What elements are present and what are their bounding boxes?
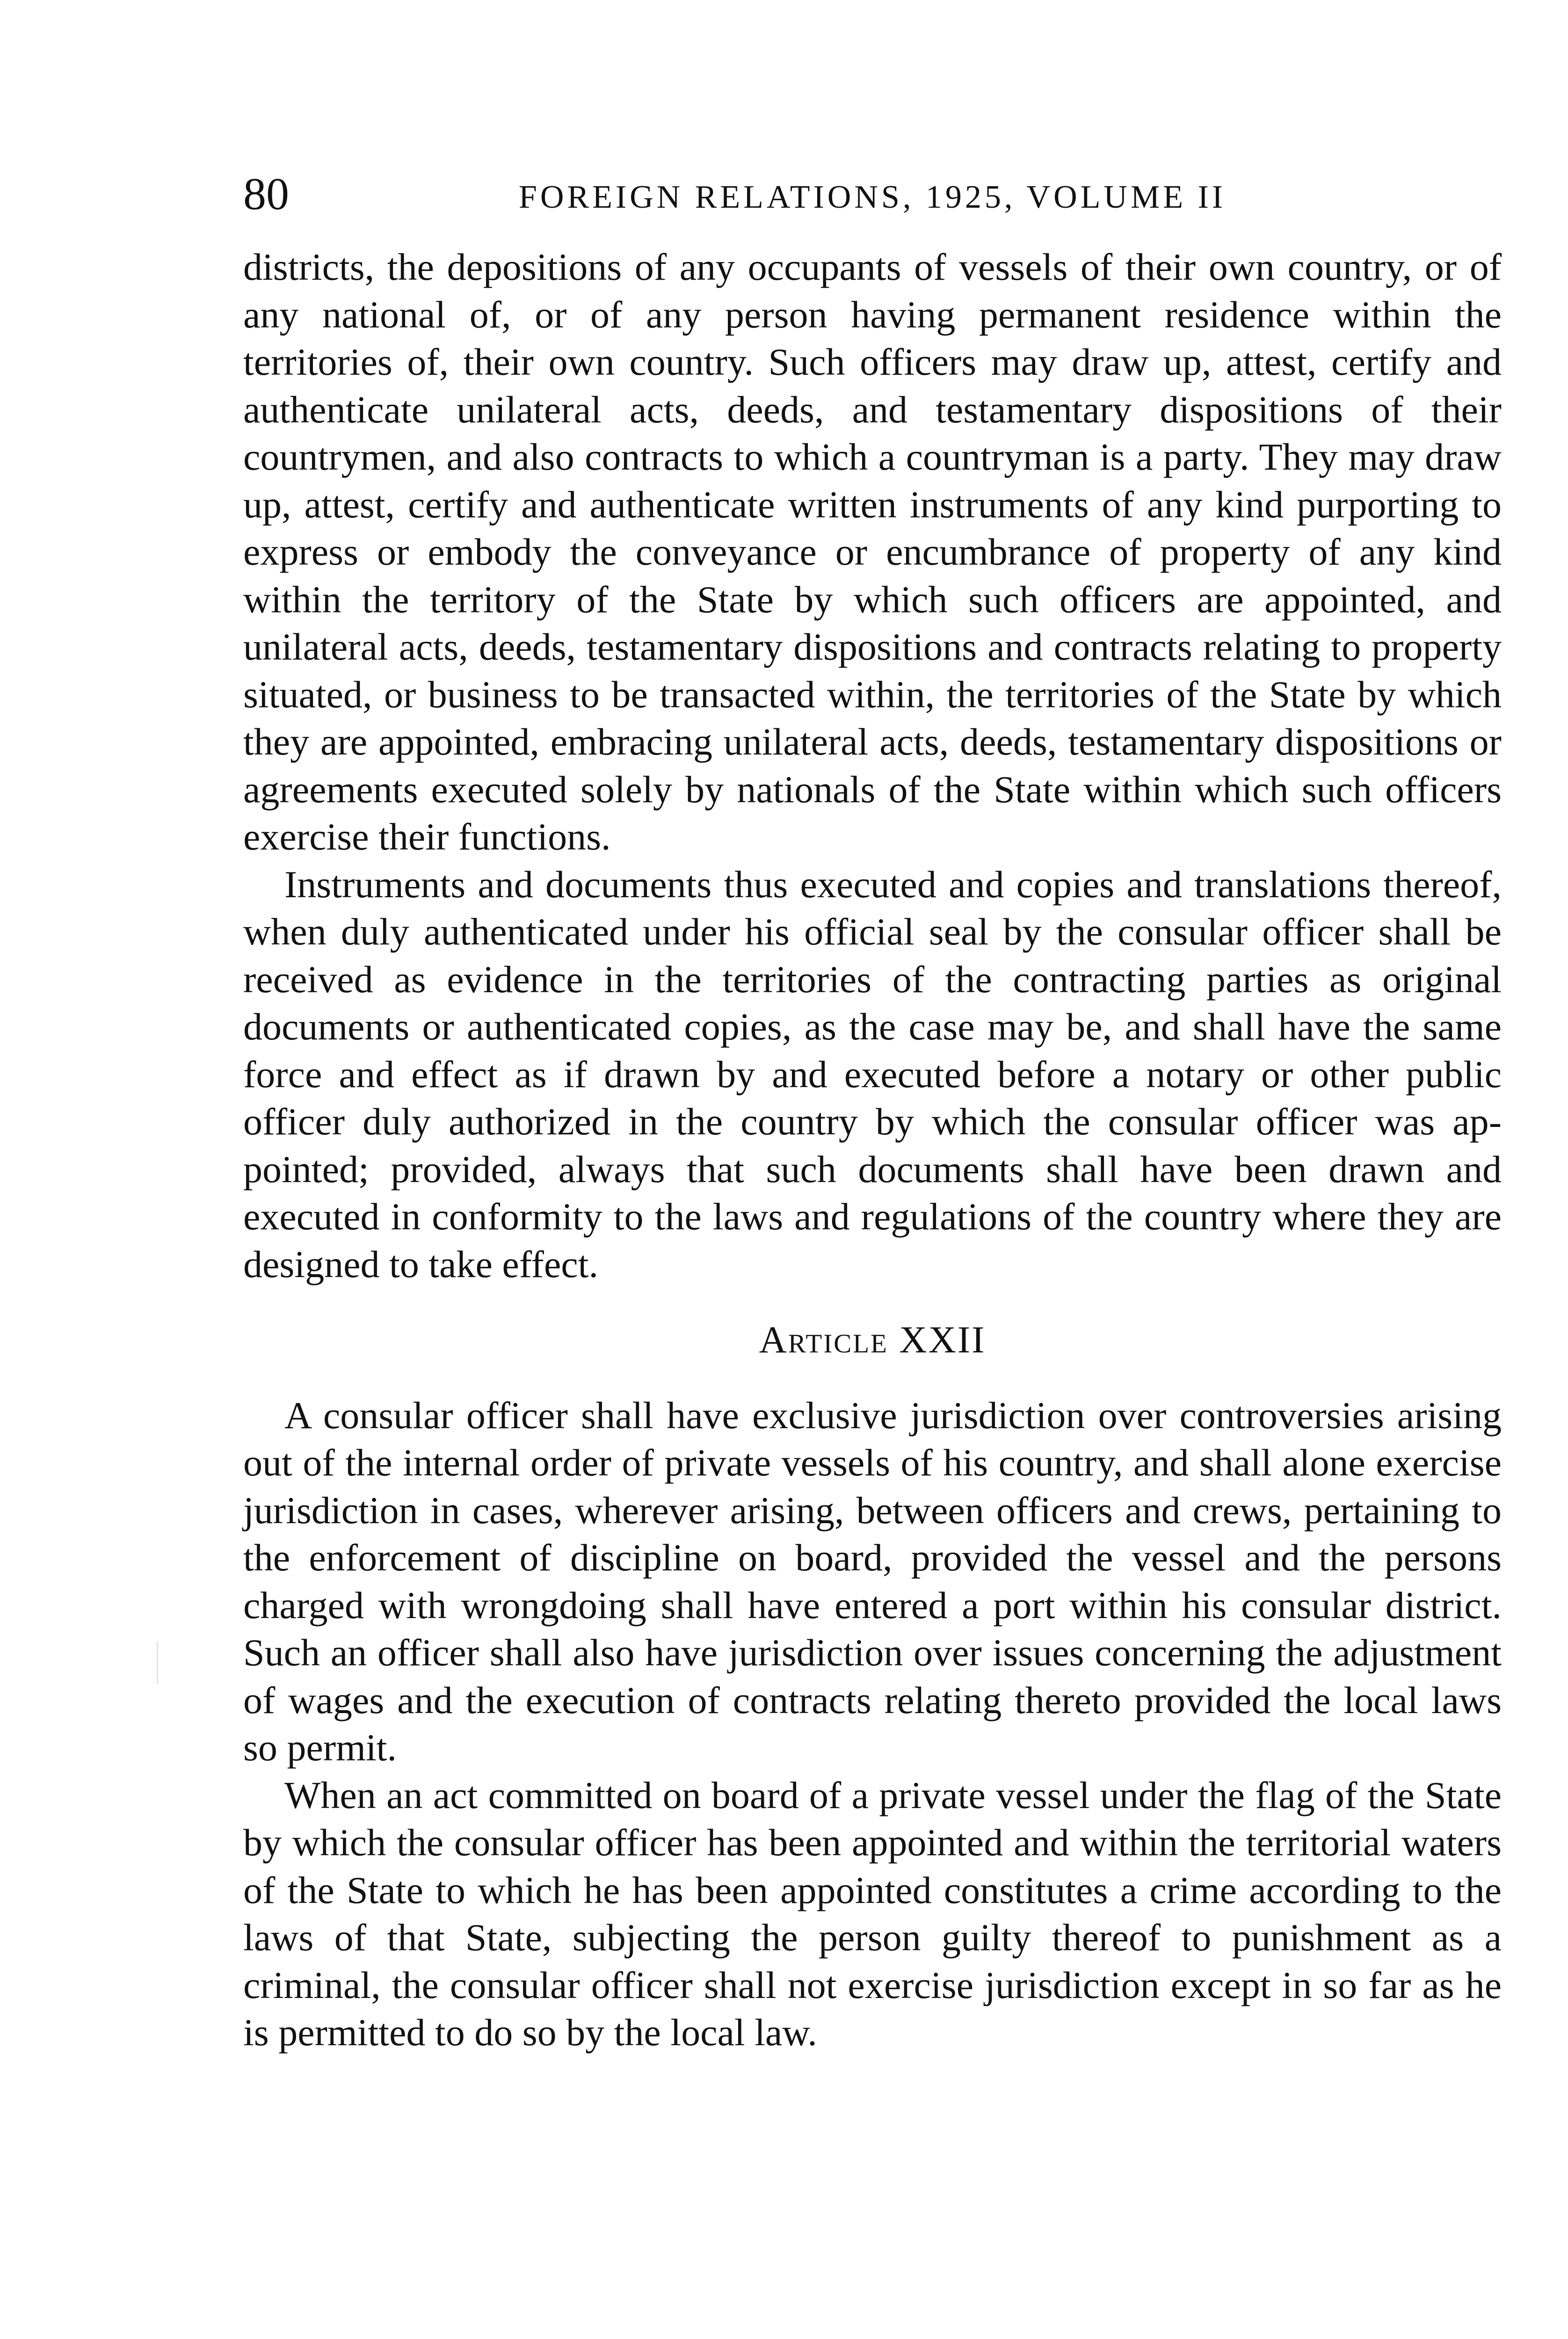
paragraph-criminal-acts: When an act committed on board of a private vessel under the flag of the State by which the consular officer has been appointed and within the territorial waters of the State to which he has been appointed constitutes a crime according to the laws of that State, subjecting the person guilty thereof to punishment as a criminal, the consular officer shall not exercise jurisdiction except in so far as he is permitted to do so by the local law.: [243, 1773, 1502, 2054]
running-title: FOREIGN RELATIONS, 1925, VOLUME II: [518, 179, 1227, 215]
paragraph-instruments: Instruments and documents thus executed and copies and translations thereof, when duly authenticated under his official seal by the consular officer shall be received as evidence in the territories of the contracting parties as original documents or authenticated copies, as the case may be, and shall have the same force and effect as if drawn by and executed before a notary or other public officer duly authorized in the country by which the consular officer was appointed; provided, always that such documents shall have been drawn and executed in conformity to the laws and regulations of the country where they are designed to take effect.: [243, 863, 1502, 1286]
page-header: [243, 168, 1502, 225]
scan-margin-mark: [157, 1642, 158, 1684]
paragraph-continuation: districts, the depositions of any occupants of vessels of their own country, or of any national of, or of any person having permanent residence within the territories of, their own country. Such officers may draw up, attest, certify and authenticate unilateral acts, deeds, and testamentary dispositions of their countrymen, and also contracts to which a countryman is a party. They may draw up, attest, certify and authenticate written instruments of any kind purporting to express or embody the conveyance or encumbrance of property of any kind within the territory of the State by which such officers are appointed, and unilateral acts, deeds, testamentary dispositions and contracts relating to property situated, or business to be transacted within, the territories of the State by which they are appointed, embracing unilateral acts, deeds, testamentary dispositions or agreements executed solely by nationals of the State within which such officers exercise their functions.: [243, 246, 1502, 858]
article-heading: Article XXII: [759, 1318, 986, 1361]
document-body: [243, 243, 1502, 2056]
page-number: 80: [243, 169, 289, 219]
paragraph-jurisdiction: A consular officer shall have exclusive jurisdiction over controversies arising out of the internal order of private vessels of his country, and shall alone exercise jurisdiction in cases, wherever arising, between officers and crews, pertaining to the enforcement of discipline on board, provided the vessel and the persons charged with wrongdoing shall have entered a port within his consular district. Such an officer shall also have jurisdiction over issues concerning the adjustment of wages and the execution of contracts relating thereto provided the local laws so permit.: [243, 1394, 1502, 1769]
